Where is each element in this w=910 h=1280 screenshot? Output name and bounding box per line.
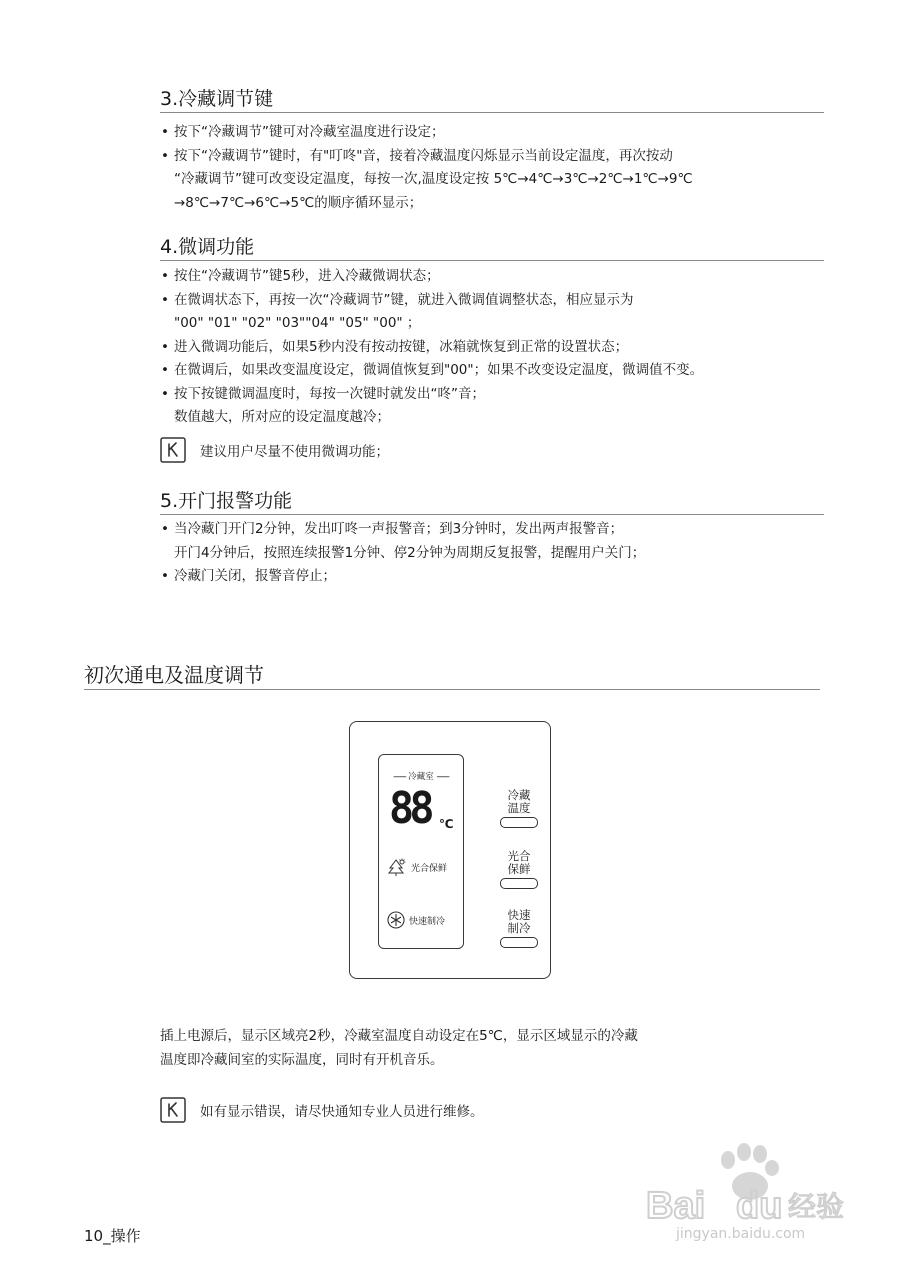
note-display-error — [160, 1097, 484, 1123]
text-line: 温度即冷藏间室的实际温度，同时有开机音乐。 — [160, 1052, 444, 1068]
text-line: • 在微调后，如果改变温度设定，微调值恢复到"00"；如果不改变设定温度，微调值不变。 — [160, 359, 830, 383]
note-text: 如有显示错误，请尽快通知专业人员进行维修。 — [200, 1104, 484, 1120]
section-4-title: 4.微调功能 — [160, 235, 824, 261]
display-screen — [378, 754, 464, 949]
text-line: 插上电源后，显示区域亮2秒，冷藏室温度自动设定在5℃，显示区域显示的冷藏 — [160, 1028, 638, 1044]
section-4-body — [160, 265, 830, 430]
screen-label: ------ 冷藏室 ------ — [393, 772, 449, 782]
text-line: • 按下“冷藏调节”键时，有"叮咚"音，接着冷藏温度闪烁显示当前设定温度，再次按动 — [160, 145, 830, 169]
text-line: • 按住“冷藏调节”键5秒，进入冷藏微调状态； — [160, 265, 830, 289]
section-3-body — [160, 121, 830, 215]
snowflake-icon — [387, 911, 405, 929]
button-photo-fresh[interactable] — [499, 850, 539, 889]
text-line: • 在微调状态下，再按一次“冷藏调节”键，就进入微调值调整状态，相应显示为 — [160, 289, 830, 313]
text-line: • 按下按键微调温度时，每按一次键时就发出“咚”音； — [160, 383, 830, 407]
indicator-quick-cool: 快速制冷 — [387, 911, 445, 929]
text-line: "00" "01" "02" "03""04" "05" "00" ； — [174, 315, 421, 331]
page-footer: 10_操作 — [84, 1227, 141, 1245]
svg-text:du: du — [736, 1185, 783, 1227]
svg-text:Bai: Bai — [646, 1185, 706, 1227]
text-line: 数值越大，所对应的设定温度越冷； — [174, 409, 390, 425]
watermark-url: jingyan.baidu.com — [676, 1226, 806, 1242]
button-label: 保鲜 — [507, 862, 531, 876]
text-line: • 当冷藏门开门2分钟，发出叮咚一声报警音；到3分钟时，发出两声报警音； — [160, 518, 830, 542]
tree-sun-icon — [387, 858, 407, 876]
section-5-title: 5.开门报警功能 — [160, 489, 824, 515]
note-text: 建议用户尽量不使用微调功能； — [200, 444, 389, 460]
unit-label: ℃ — [439, 817, 454, 831]
text-line: →8℃→7℃→6℃→5℃的顺序循环显示； — [174, 194, 423, 211]
button-quick-cool[interactable] — [499, 909, 539, 948]
indicator-photo-fresh: 光合保鲜 — [387, 858, 447, 876]
text-line: • 冷藏门关闭，报警音停止； — [160, 565, 830, 589]
control-panel-illustration — [349, 721, 551, 979]
section-5-body — [160, 518, 830, 589]
button-label: 光合 — [507, 849, 531, 863]
photo-fresh-key[interactable] — [500, 878, 538, 889]
button-label: 快速 — [507, 908, 531, 922]
button-label: 制冷 — [507, 921, 531, 935]
text-line: • 进入微调功能后，如果5秒内没有按动按键，冰箱就恢复到正常的设置状态； — [160, 336, 830, 360]
button-fridge-temp[interactable] — [499, 789, 539, 828]
main-section-title: 初次通电及温度调节 — [84, 662, 820, 690]
text-line: • 按下“冷藏调节”键可对冷藏室温度进行设定； — [160, 121, 830, 145]
text-line: “冷藏调节”键可改变设定温度，每按一次,温度设定按 5℃→4℃→3℃→2℃→1℃→9℃ — [174, 171, 693, 187]
button-label: 冷藏 — [507, 788, 531, 802]
button-label: 温度 — [507, 801, 531, 815]
power-on-paragraph — [160, 1024, 638, 1072]
fridge-temp-key[interactable] — [500, 817, 538, 828]
section-3-title: 3.冷藏调节键 — [160, 87, 824, 113]
note-icon — [160, 437, 186, 463]
svg-text:经验: 经验 — [788, 1190, 845, 1223]
note-section-4 — [160, 437, 389, 463]
note-icon — [160, 1097, 186, 1123]
text-line: 开门4分钟后，按照连续报警1分钟、停2分钟为周期反复报警，提醒用户关门； — [174, 544, 646, 561]
temperature-digits: 88 — [389, 783, 430, 834]
quick-cool-key[interactable] — [500, 937, 538, 948]
